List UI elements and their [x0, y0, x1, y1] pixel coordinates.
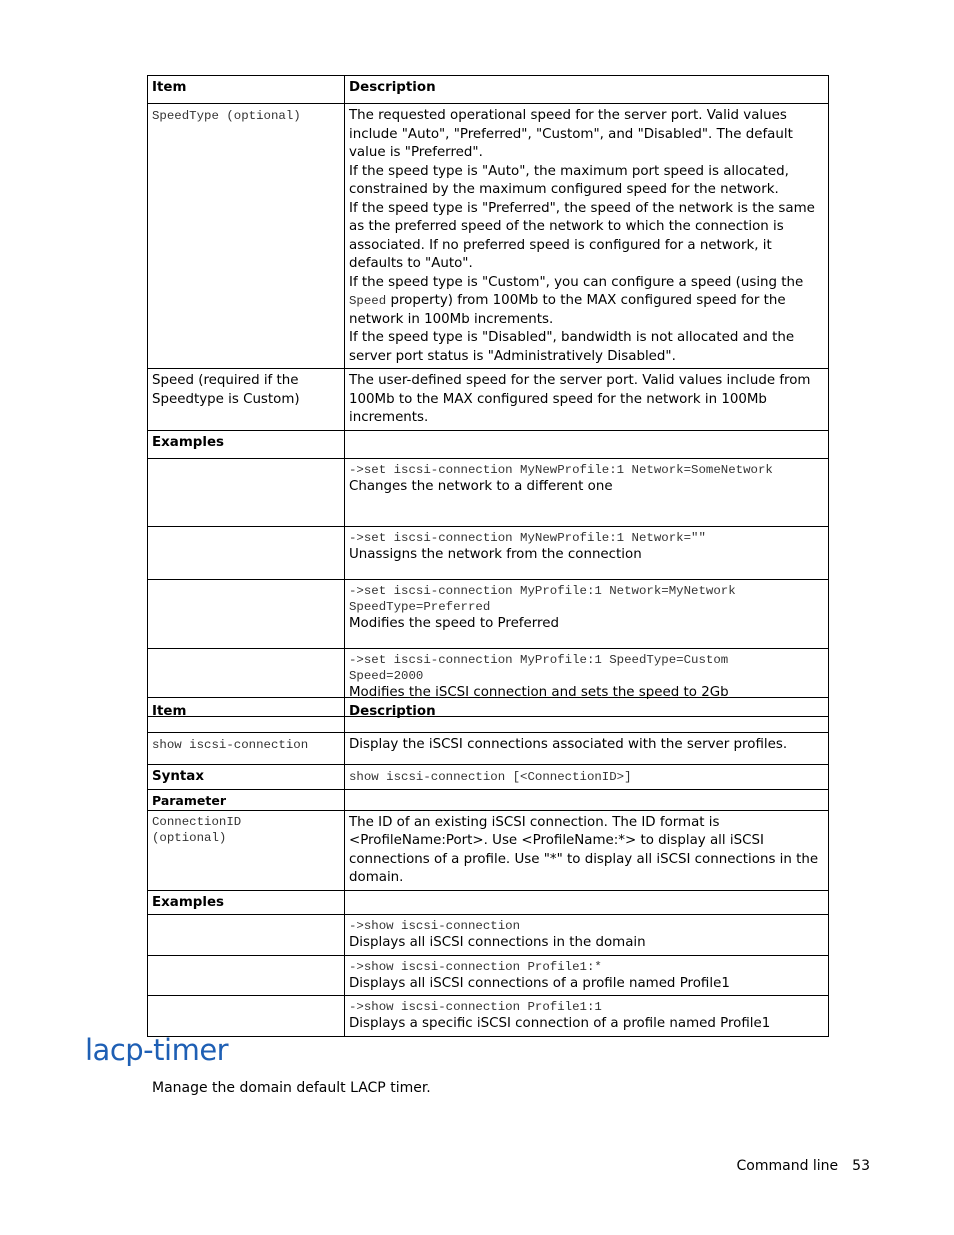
param-name: ConnectionID	[152, 814, 242, 829]
example-code-cont: Speed=2000	[349, 668, 424, 683]
item-cell	[148, 104, 345, 369]
empty-cell	[345, 789, 829, 810]
example-code: ->show iscsi-connection Profile1:*	[349, 959, 602, 974]
example-cell	[345, 526, 829, 579]
speed-description: The user-defined speed for the server port. Valid values include from 100Mb to the MAX configured speed for the network in 100Mb increments.	[345, 369, 829, 431]
syntax-cell	[345, 765, 829, 790]
syntax-row	[148, 765, 829, 790]
set-iscsi-connection-table	[147, 75, 829, 717]
examples-label: Examples	[148, 430, 345, 458]
table-row	[148, 733, 829, 765]
empty-cell	[148, 915, 345, 956]
header-item: Item	[148, 76, 345, 104]
header-description: Description	[345, 76, 829, 104]
description-cell	[345, 104, 829, 369]
example-row	[148, 579, 829, 648]
empty-cell	[148, 955, 345, 996]
examples-label: Examples	[148, 890, 345, 915]
example-code: ->show iscsi-connection Profile1:1	[349, 1000, 602, 1014]
speedtype-desc-1: The requested operational speed for the server port. Valid values include "Auto", "Preferred", "Custom", and "Disabled". The default value is "Preferred".	[349, 108, 793, 160]
param-item-cell	[148, 810, 345, 890]
empty-cell	[345, 890, 829, 915]
example-code: ->show iscsi-connection	[349, 919, 521, 933]
example-cell	[345, 996, 829, 1037]
speed-code: Speed	[349, 294, 387, 308]
section-intro: Manage the domain default LACP timer.	[152, 1080, 431, 1096]
example-description: Displays all iSCSI connections in the domain	[349, 935, 646, 950]
footer-label: Command line	[736, 1158, 839, 1174]
example-description: Unassigns the network from the connection	[349, 546, 642, 562]
speedtype-desc-auto: If the speed type is "Auto", the maximum port speed is allocated, constrained by the maximum configured speed for the network.	[349, 163, 789, 197]
page-footer	[737, 1158, 871, 1174]
example-cell	[345, 458, 829, 526]
header-description: Description	[345, 698, 829, 733]
table-row	[148, 810, 829, 890]
example-code: ->set iscsi-connection MyProfile:1 Network=MyNetwork	[349, 583, 736, 598]
custom-text-post: property) from 100Mb to the MAX configured speed for the network in 100Mb increments.	[349, 293, 786, 327]
example-cell	[345, 915, 829, 956]
example-description: Changes the network to a different one	[349, 478, 613, 494]
example-cell	[345, 955, 829, 996]
example-description: Displays a specific iSCSI connection of a profile named Profile1	[349, 1016, 771, 1031]
custom-text-pre: If the speed type is "Custom", you can configure a speed (using the	[349, 274, 804, 290]
example-row	[148, 526, 829, 579]
param-optional: (optional)	[152, 830, 227, 845]
example-row	[148, 955, 829, 996]
empty-cell	[148, 458, 345, 526]
syntax-value: show iscsi-connection [<ConnectionID>]	[349, 770, 632, 784]
param-description: The ID of an existing iSCSI connection. The ID format is <ProfileName:Port>. Use <ProfileName:*> to display all iSCSI connections of a profile. Use "*" to display all iSCSI connections in the domain.	[345, 810, 829, 890]
syntax-label: Syntax	[148, 765, 345, 790]
empty-cell	[148, 526, 345, 579]
table-header-row	[148, 76, 829, 104]
item-speed: Speed (required if the Speedtype is Custom)	[148, 369, 345, 431]
item-speedtype: SpeedType (optional)	[152, 109, 301, 123]
example-description: Modifies the iSCSI connection and sets the speed to 2Gb	[349, 684, 729, 700]
speedtype-desc-disabled: If the speed type is "Disabled", bandwidth is not allocated and the server port status is "Administratively Disabled".	[349, 330, 795, 364]
examples-label-row	[148, 890, 829, 915]
example-row	[148, 458, 829, 526]
example-code: ->set iscsi-connection MyNewProfile:1 Network=SomeNetwork	[349, 462, 773, 477]
item-cell	[148, 733, 345, 765]
example-description: Displays all iSCSI connections of a profile named Profile1	[349, 975, 730, 991]
example-row	[148, 996, 829, 1037]
parameter-label: Parameter	[148, 789, 345, 810]
item-command: show iscsi-connection	[152, 738, 309, 752]
empty-cell	[345, 430, 829, 458]
speedtype-desc-preferred: If the speed type is "Preferred", the speed of the network is the same as the preferred speed of the network to which the connection is associated. If no preferred speed is configured for a network, it defaults to "Auto".	[349, 200, 815, 271]
example-code: ->set iscsi-connection MyProfile:1 SpeedType=Custom	[349, 652, 729, 667]
show-iscsi-connection-table	[147, 697, 829, 1037]
parameter-label-row	[148, 789, 829, 810]
example-cell	[345, 579, 829, 648]
example-description: Modifies the speed to Preferred	[349, 615, 559, 631]
example-code-cont: SpeedType=Preferred	[349, 599, 491, 614]
page-number: 53	[852, 1158, 870, 1174]
section-heading: lacp-timer	[85, 1033, 229, 1067]
speedtype-desc-custom	[349, 274, 824, 330]
examples-label-row	[148, 430, 829, 458]
example-row	[148, 915, 829, 956]
table-row	[148, 104, 829, 369]
table-header-row	[148, 698, 829, 733]
empty-cell	[148, 579, 345, 648]
header-item: Item	[148, 698, 345, 733]
empty-cell	[148, 996, 345, 1037]
example-code: ->set iscsi-connection MyNewProfile:1 Network=""	[349, 530, 706, 545]
command-description: Display the iSCSI connections associated with the server profiles.	[345, 733, 829, 765]
table-row	[148, 369, 829, 431]
